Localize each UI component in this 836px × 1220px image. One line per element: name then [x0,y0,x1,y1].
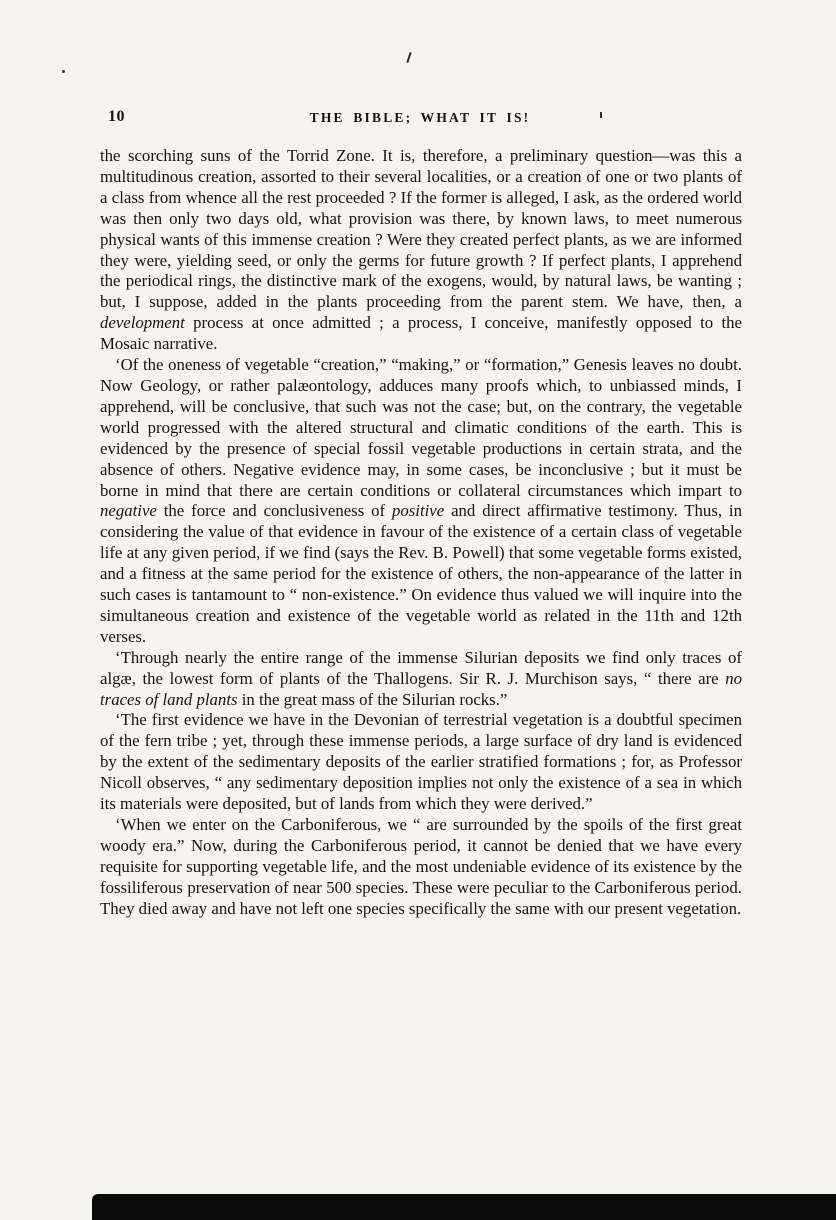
text-segment: ‘The first evidence we have in the Devonian of terrestrial vegetation is a doubtful specimen of the fern tribe ; yet, through these immense periods, a large surface of dry land is evidenced by the extent of the sedimentary deposits of the earlier stratified formations ; for, as Professor Nicoll observes, “ any sedimentary deposition implies not only the existence of a sea in which its materials were deposited, but of lands from which they were derived.” [100,710,742,814]
paragraph [100,815,742,920]
page-body [100,146,742,920]
text-segment: the force and conclusiveness of [156,501,392,521]
paragraph [100,648,742,711]
italic-text-segment: development [100,313,185,333]
running-header: THE BIBLE; WHAT IT IS! [309,110,531,125]
scan-speck [406,52,411,63]
text-segment: ‘Through nearly the entire range of the immense Silurian deposits we find only traces of algæ, the lowest form of plants of the Thallogens. Sir R. J. Murchison says, “ there are [100,647,742,688]
paragraph [100,146,742,355]
text-segment: in the great mass of the Silurian rocks.” [237,689,508,709]
text-segment: process at once admitted ; a process, I conceive, manifestly opposed to the Mosaic narrative. [100,313,742,354]
italic-text-segment: no traces of land plants [100,668,742,709]
italic-text-segment: negative [100,501,157,521]
text-segment: and direct affirmative testimony. Thus, in considering the value of that evidence in favour of the existence of a certain class of vegetable life at any given period, if we find (says the Rev. B. Powell) that some vegetable forms existed, and a fitness at the same period for the existence of others, the non-appearance of the latter in such cases is tantamount to “ non-existence.” On evidence thus valued we will inquire into the simultaneous creation and existence of the vegetable world as related in the 11th and 12th verses. [100,501,742,646]
text-segment: ‘When we enter on the Carboniferous, we “ are surrounded by the spoils of the first great woody era.” Now, during the Carboniferous period, it cannot be denied that we have every requisite for supporting vegetable life, and the most undeniable evidence of its existence by the fossiliferous preservation of near 500 species. These were peculiar to the Carboniferous period. They died away and have not left one species specifically the same with our present vegetation. [100,815,742,918]
page-header [100,108,740,130]
scan-speck [62,70,65,73]
scan-artifact-bar [92,1194,836,1220]
italic-text-segment: positive [392,501,445,521]
page-number: 10 [108,108,125,125]
paragraph [100,355,742,648]
text-segment: the scorching suns of the Torrid Zone. It is, therefore, a preliminary question—was this a multitudinous creation, assorted to their several localities, or a creation of one or two plants of a class from whence all the rest proceeded ? If the former is alleged, I ask, as the ordered world was then only two days old, what provision was there, by known laws, to meet numerous physical wants of this immense creation ? Were they created perfect plants, as we are informed they were, yielding seed, or only the germs for future growth ? If perfect plants, I apprehend the periodical rings, the distinctive mark of the exogens, would, by natural laws, be wanting ; but, I suppose, added in the plants proceeding from the parent stem. We have, then, a [100,146,742,312]
text-segment: ‘Of the oneness of vegetable “creation,” “making,” or “formation,” Genesis leaves no doubt. Now Geology, or rather palæontology, adduces many proofs which, to unbiassed minds, I apprehend, will be conclusive, that such was not the case; but, on the contrary, the vegetable world progressed with the altered structural and climatic conditions of the earth. This is evidenced by the presence of special fossil vegetable productions in certain strata, and the absence of others. Negative evidence may, in some cases, be inconclusive ; but it must be borne in mind that there are certain conditions or collateral circumstances which impart to [100,355,742,500]
paragraph [100,710,742,815]
